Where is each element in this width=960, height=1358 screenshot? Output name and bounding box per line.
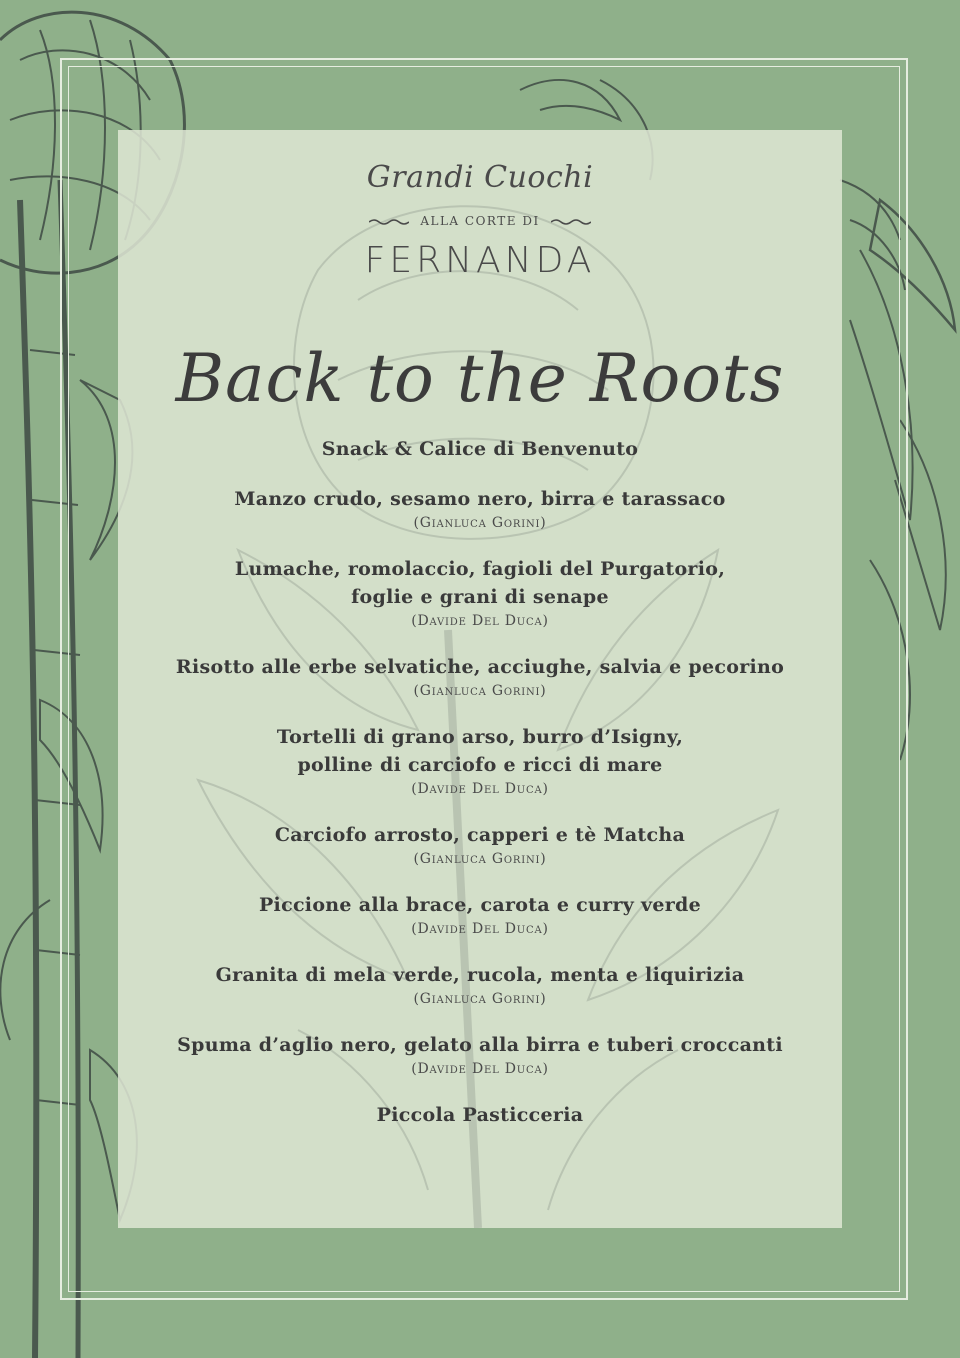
menu-item — [118, 485, 842, 533]
dish-name: Manzo crudo, sesamo nero, birra e tarassaco — [234, 488, 726, 510]
brand-subtitle — [118, 214, 842, 228]
menu-item — [118, 1031, 842, 1079]
menu-item — [118, 961, 842, 1009]
dish-name: Tortelli di grano arso, burro d’Isigny, — [276, 726, 684, 748]
chef-name: (Davide Del Duca) — [411, 921, 549, 937]
dish-name: Piccione alla brace, carota e curry verde — [258, 894, 702, 916]
menu-item — [118, 723, 842, 799]
menu-item — [118, 821, 842, 869]
chef-name: (Gianluca Gorini) — [413, 683, 547, 699]
outro-text: Piccola Pasticceria — [376, 1104, 584, 1126]
dish-name: Spuma d’aglio nero, gelato alla birra e tuberi croccanti — [177, 1034, 783, 1056]
menu-item — [118, 653, 842, 701]
chef-name: (Davide Del Duca) — [411, 613, 549, 629]
menu-content — [118, 130, 842, 1228]
brand-script-title: Grandi Cuochi — [366, 160, 594, 195]
dish-name: Lumache, romolaccio, fagioli del Purgatorio, — [234, 558, 726, 580]
wave-ornament-right-icon — [551, 218, 591, 226]
dish-name: Carciofo arrosto, capperi e tè Matcha — [274, 824, 686, 846]
dish-name: Granita di mela verde, rucola, menta e liquirizia — [215, 964, 745, 986]
menu-outro — [118, 1101, 842, 1129]
brand-name: FERNANDA — [364, 240, 596, 281]
menu-item — [118, 891, 842, 939]
menu-intro — [118, 435, 842, 463]
menu-item — [118, 555, 842, 631]
menu-title: Back to the Roots — [175, 340, 785, 417]
chef-name: (Davide Del Duca) — [411, 1061, 549, 1077]
chef-name: (Davide Del Duca) — [411, 781, 549, 797]
chef-name: (Gianluca Gorini) — [413, 515, 547, 531]
chef-name: (Gianluca Gorini) — [413, 851, 547, 867]
wave-ornament-left-icon — [369, 218, 409, 226]
intro-text: Snack & Calice di Benvenuto — [321, 438, 639, 460]
chef-name: (Gianluca Gorini) — [413, 991, 547, 1007]
menu-list — [118, 435, 842, 1151]
dish-name: polline di carciofo e ricci di mare — [297, 754, 663, 776]
dish-name: Risotto alle erbe selvatiche, acciughe, salvia e pecorino — [175, 656, 785, 678]
brand-subtitle-text: ALLA CORTE DI — [420, 214, 540, 228]
dish-name: foglie e grani di senape — [351, 586, 609, 608]
